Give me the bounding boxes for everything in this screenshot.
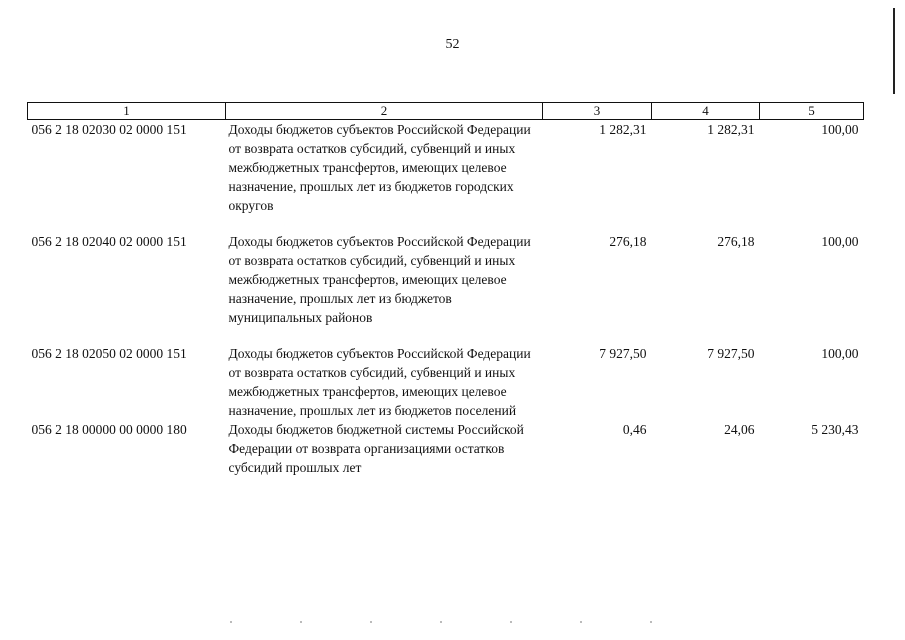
value-col5: 100,00 — [821, 346, 859, 361]
page-edge-mark — [893, 8, 895, 94]
value-col5: 100,00 — [821, 234, 859, 249]
table-row — [28, 344, 864, 420]
revenue-table — [27, 102, 864, 477]
column-header-5: 5 — [760, 103, 864, 120]
revenue-description: Доходы бюджетов субъектов Российской Федерации от возврата остатков субсидий, субвенций и иных межбюджетных трансфертов, имеющих целевое назначение, прошлых лет из бюджетов муниципальных районов — [228, 234, 531, 325]
budget-code: 056 2 18 00000 00 0000 180 — [31, 422, 187, 437]
value-col3: 0,46 — [622, 422, 647, 437]
column-numbers-row — [28, 103, 864, 120]
revenue-description: Доходы бюджетов субъектов Российской Федерации от возврата остатков субсидий, субвенций и иных межбюджетных трансфертов, имеющих целевое назначение, прошлых лет из бюджетов городских округов — [228, 122, 531, 213]
value-col3: 1 282,31 — [599, 122, 647, 137]
budget-code: 056 2 18 02030 02 0000 151 — [31, 122, 187, 137]
value-col4: 24,06 — [724, 422, 755, 437]
value-col4: 276,18 — [717, 234, 755, 249]
budget-code: 056 2 18 02050 02 0000 151 — [31, 346, 187, 361]
value-col3: 276,18 — [609, 234, 647, 249]
table-row — [28, 232, 864, 344]
revenue-description: Доходы бюджетов бюджетной системы Российской Федерации от возврата организациями остатков субсидий прошлых лет — [228, 422, 524, 475]
value-col4: 1 282,31 — [707, 122, 755, 137]
revenue-description: Доходы бюджетов субъектов Российской Федерации от возврата остатков субсидий, субвенций и иных межбюджетных трансфертов, имеющих целевое назначение, прошлых лет из бюджетов поселений — [228, 346, 531, 418]
scan-artifact-dots — [230, 621, 700, 623]
value-col5: 100,00 — [821, 122, 859, 137]
table-row — [28, 120, 864, 233]
column-header-4: 4 — [652, 103, 760, 120]
budget-code: 056 2 18 02040 02 0000 151 — [31, 234, 187, 249]
column-header-2: 2 — [226, 103, 543, 120]
value-col3: 7 927,50 — [599, 346, 647, 361]
value-col4: 7 927,50 — [707, 346, 755, 361]
column-header-1: 1 — [28, 103, 226, 120]
value-col5: 5 230,43 — [811, 422, 859, 437]
column-header-3: 3 — [543, 103, 652, 120]
table-row — [28, 420, 864, 477]
page-number: 52 — [445, 37, 460, 52]
